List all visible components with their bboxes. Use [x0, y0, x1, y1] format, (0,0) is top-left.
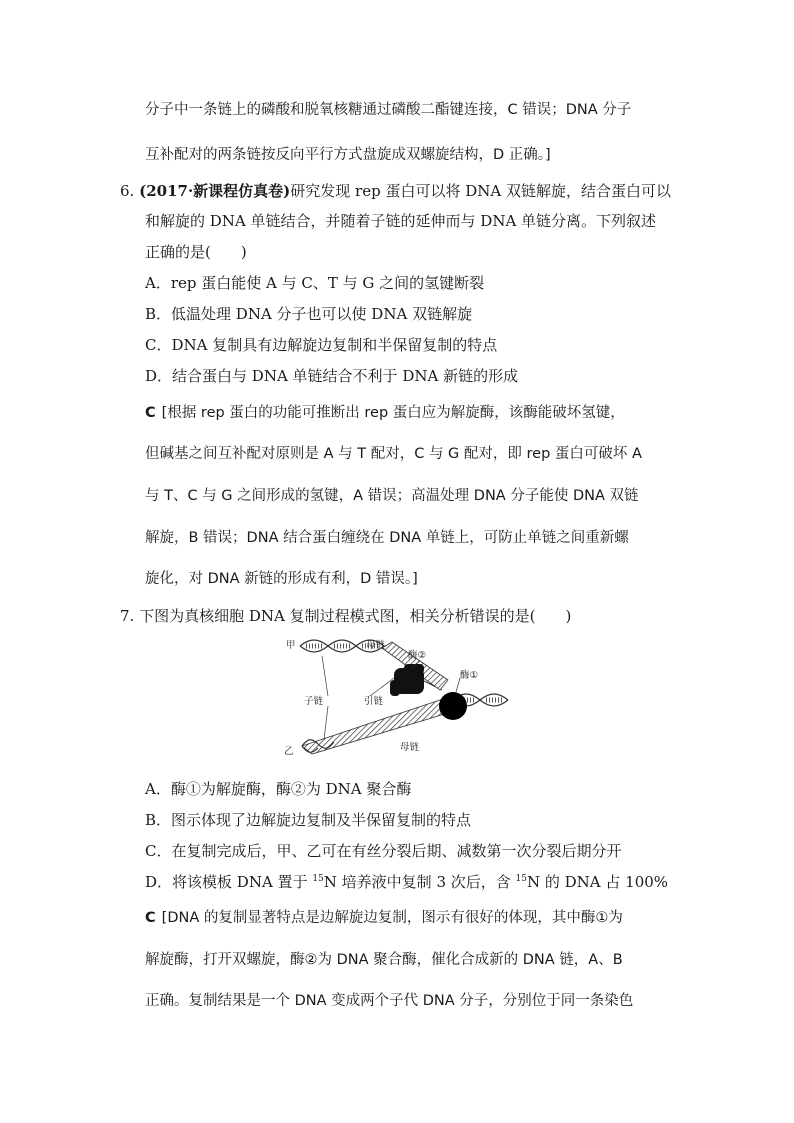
- question-6-answer-letter: C: [145, 405, 156, 421]
- question-7-stem: [120, 606, 571, 626]
- question-6-stem-line-2: 和解旋的 DNA 单链结合，并随着子链的延伸而与 DNA 单链分离。下列叙述: [145, 212, 657, 230]
- figure-label-mei1: 酶①: [460, 670, 479, 681]
- figure-label-mulian-top: 母链: [366, 640, 386, 651]
- question-7-option-c: C．在复制完成后，甲、乙可在有丝分裂后期、减数第一次分裂后期分开: [145, 842, 622, 860]
- figure-label-mulian-bottom: 母链: [400, 742, 420, 753]
- question-6-explanation-line-5: 旋化，对 DNA 新链的形成有利，D 错误。]: [145, 571, 418, 587]
- question-7-option-a: A．酶①为解旋酶，酶②为 DNA 聚合酶: [145, 780, 412, 798]
- figure-label-mei2: 酶②: [408, 650, 427, 661]
- enzyme-1-shape: [439, 692, 467, 720]
- question-6-number: 6.: [120, 182, 135, 200]
- question-6-explanation-text: [根据 rep 蛋白的功能可推断出 rep 蛋白应为解旋酶，该酶能破坏氢键，: [161, 405, 625, 421]
- question-6-option-a: A．rep 蛋白能使 A 与 C、T 与 G 之间的氢键断裂: [145, 274, 485, 292]
- figure-label-yinlian: 引链: [364, 696, 384, 707]
- question-6-option-d: D．结合蛋白与 DNA 单链结合不利于 DNA 新链的形成: [145, 367, 519, 385]
- dna-replication-diagram: [282, 634, 522, 758]
- question-7-explanation-line-2: 解旋酶，打开双螺旋，酶②为 DNA 聚合酶，催化合成新的 DNA 链，A、B: [145, 952, 623, 968]
- question-7-answer-letter: C: [145, 910, 156, 926]
- question-7-option-b: B．图示体现了边解旋边复制及半保留复制的特点: [145, 811, 472, 829]
- question-6-source: (2017·新课程仿真卷): [139, 182, 291, 200]
- question-7-explanation-line-1: [145, 908, 623, 928]
- question-7-number: 7.: [120, 607, 135, 625]
- dna-replication-svg: [282, 634, 522, 758]
- question-6-explanation-line-3: 与 T、C 与 G 之间形成的氢键，A 错误；高温处理 DNA 分子能使 DNA 双链: [145, 488, 639, 504]
- question-7-stem-text: 下图为真核细胞 DNA 复制过程模式图，相关分析错误的是( ): [139, 607, 572, 625]
- question-6-stem-line-3: 正确的是( ): [145, 243, 247, 261]
- question-6-explanation-line-2: 但碱基之间互补配对原则是 A 与 T 配对，C 与 G 配对，即 rep 蛋白可破坏 A: [145, 446, 642, 462]
- question-6-option-c: C．DNA 复制具有边解旋边复制和半保留复制的特点: [145, 336, 498, 354]
- question-7-option-d: D．将该模板 DNA 置于 $^{15}$N 培养液中复制 3 次后，含 $^{15}$N 的 DNA 占 100%: [145, 873, 669, 891]
- question-7-explanation-line-3: 正确。复制结果是一个 DNA 变成两个子代 DNA 分子，分别位于同一条染色: [145, 993, 634, 1009]
- figure-label-yi: 乙: [284, 746, 294, 757]
- figure-label-zilian: 子链: [304, 696, 324, 707]
- figure-label-jia: 甲: [286, 640, 296, 651]
- prev-explanation-line-1: 分子中一条链上的磷酸和脱氧核糖通过磷酸二酯键连接，C 错误；DNA 分子: [145, 102, 632, 118]
- question-6-explanation-line-1: [145, 403, 625, 423]
- question-6-option-b: B．低温处理 DNA 分子也可以使 DNA 双链解旋: [145, 305, 473, 323]
- question-7-explanation-text: [DNA 的复制显著特点是边解旋边复制，图示有很好的体现，其中酶①为: [161, 910, 623, 926]
- question-6-explanation-line-4: 解旋，B 错误；DNA 结合蛋白缠绕在 DNA 单链上，可防止单链之间重新螺: [145, 530, 629, 546]
- prev-explanation-line-2: 互补配对的两条链按反向平行方式盘旋成双螺旋结构，D 正确。]: [145, 147, 551, 163]
- question-6-stem-line-1: [120, 181, 671, 201]
- enzyme-2-shape: [390, 664, 424, 696]
- question-6-stem-text: 研究发现 rep 蛋白可以将 DNA 双链解旋，结合蛋白可以: [290, 182, 671, 200]
